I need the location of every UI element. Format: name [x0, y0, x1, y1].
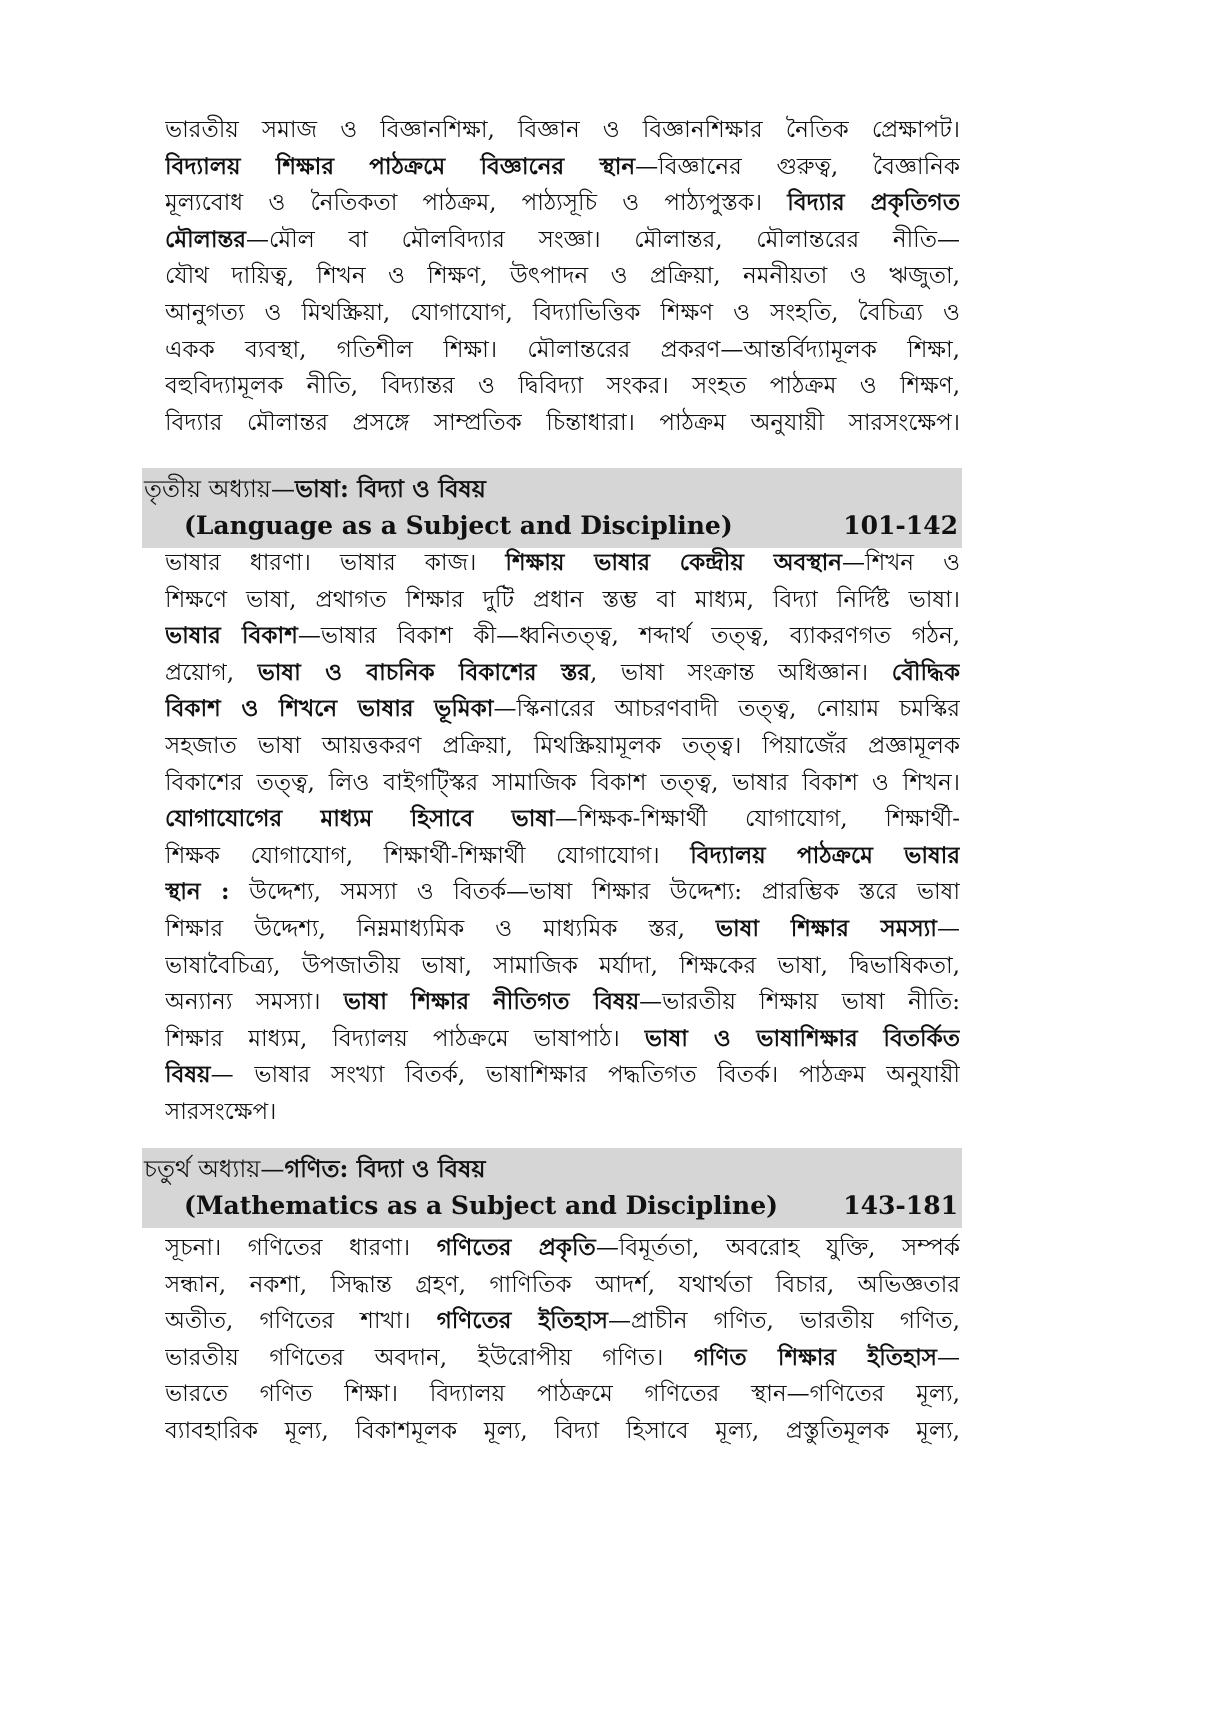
text-segment: মূল্যবোধ ও নৈতিকতা পাঠক্রম, পাঠ্যসূচি ও পাঠ্যপুস্তক। [165, 190, 788, 217]
text-line [165, 911, 960, 948]
text-line [165, 258, 960, 295]
text-line [165, 948, 960, 985]
text-segment: শিক্ষক যোগাযোগ, শিক্ষার্থী-শিক্ষার্থী যোগাযোগ। [165, 842, 691, 869]
section-1-body [165, 112, 960, 441]
text-line [165, 874, 960, 911]
bold-topic: ভাষা শিক্ষার সমস্যা [715, 914, 937, 942]
text-segment: —প্রাচীন গণিত, ভারতীয় গণিত, [607, 1308, 960, 1335]
text-segment: — [937, 1344, 960, 1371]
chapter-3-title: ভাষা: বিদ্যা ও বিষয় [294, 474, 486, 503]
text-line [165, 691, 960, 728]
bold-topic: গণিতের ইতিহাস [436, 1307, 608, 1335]
text-line [165, 582, 960, 619]
text-segment: অন্যান্য সমস্যা। [165, 989, 344, 1016]
bold-topic: বিদ্যালয় শিক্ষার পাঠক্রমে বিজ্ঞানের স্থান [165, 152, 636, 180]
text-line [165, 1413, 960, 1450]
bold-topic: মৌলান্তর [165, 225, 246, 253]
text-segment: সন্ধান, নকশা, সিদ্ধান্ত গ্রহণ, গাণিতিক আদর্শ, যথার্থতা বিচার, অভিজ্ঞতার [165, 1271, 960, 1298]
text-segment: বিদ্যার মৌলান্তর প্রসঙ্গে সাম্প্রতিক চিন্তাধারা। পাঠক্রম অনুযায়ী সারসংক্ষেপ। [165, 409, 960, 436]
bold-topic: যোগাযোগের মাধ্যম হিসাবে ভাষা [165, 805, 555, 833]
text-line [165, 545, 960, 582]
text-line [165, 618, 960, 655]
text-line [165, 838, 960, 875]
section-2-body [165, 545, 960, 1131]
text-line [165, 332, 960, 369]
text-line [165, 984, 960, 1021]
bold-topic: শিক্ষায় ভাষার কেন্দ্রীয় অবস্থান [505, 549, 842, 576]
text-line [165, 1021, 960, 1058]
chapter-3-header [142, 468, 962, 548]
text-line [165, 1057, 960, 1094]
bold-topic: বিদ্যালয় পাঠক্রমে ভাষার [690, 841, 960, 869]
text-line [165, 1376, 960, 1413]
text-line [165, 1340, 960, 1377]
text-segment: —স্কিনারের আচরণবাদী তত্ত্ব, নোয়াম চমস্কির [493, 696, 960, 723]
text-segment: আনুগত্য ও মিথস্ক্রিয়া, যোগাযোগ, বিদ্যাভিত্তিক শিক্ষণ ও সংহতি, বৈচিত্র্য ও [165, 299, 960, 326]
text-segment: —ভারতীয় শিক্ষায় ভাষা নীতি: [639, 989, 960, 1016]
text-segment: —ভাষার বিকাশ কী—ধ্বনিতত্ত্ব, শব্দার্থ তত্ত্ব, ব্যাকরণগত গঠন, [297, 623, 960, 650]
text-segment: —শিক্ষক-শিক্ষার্থী যোগাযোগ, শিক্ষার্থী- [554, 806, 960, 833]
text-line [165, 149, 960, 186]
section-3-body [165, 1230, 960, 1450]
bold-topic: গণিতের প্রকৃতি [436, 1234, 596, 1261]
text-segment: ভারতীয় সমাজ ও বিজ্ঞানশিক্ষা, বিজ্ঞান ও বিজ্ঞানশিক্ষার নৈতিক প্রেক্ষাপট। [165, 117, 960, 143]
chapter-4-english-title: (Mathematics as a Subject and Discipline) [184, 1191, 778, 1220]
text-line [165, 405, 960, 442]
chapter-4-title: গণিত: বিদ্যা ও বিষয় [284, 1154, 486, 1183]
text-line [165, 655, 960, 692]
chapter-3-bengali-title [144, 472, 486, 506]
text-segment: অতীত, গণিতের শাখা। [165, 1308, 437, 1335]
text-line [165, 1303, 960, 1340]
text-line [165, 112, 960, 149]
text-line [165, 368, 960, 405]
text-line [165, 1267, 960, 1304]
text-segment: ভারতীয় গণিতের অবদান, ইউরোপীয় গণিত। [165, 1344, 694, 1371]
text-line [165, 185, 960, 222]
bold-topic: ভাষা শিক্ষার নীতিগত বিষয় [343, 988, 640, 1016]
bold-topic: বিকাশ ও শিখনে ভাষার ভূমিকা [165, 695, 494, 723]
text-segment: ভাষাবৈচিত্র্য, উপজাতীয় ভাষা, সামাজিক মর্যাদা, শিক্ষকের ভাষা, দ্বিভাষিকতা, [165, 952, 960, 979]
text-segment: —বিমূর্ততা, অবরোহ যুক্তি, সম্পর্ক [595, 1235, 960, 1261]
text-segment: ব্যাবহারিক মূল্য, বিকাশমূলক মূল্য, বিদ্যা হিসাবে মূল্য, প্রস্তুতিমূলক মূল্য, [165, 1417, 960, 1444]
chapter-4-bengali-title [144, 1152, 486, 1186]
text-line [165, 295, 960, 332]
text-line [165, 1094, 960, 1131]
chapter-3-page-range: 101-142 [843, 511, 958, 540]
text-segment: শিক্ষণে ভাষা, প্রথাগত শিক্ষার দুটি প্রধান স্তম্ভ বা মাধ্যম, বিদ্যা নির্দিষ্ট ভাষা। [165, 586, 960, 613]
text-segment: সারসংক্ষেপ। [165, 1098, 277, 1125]
bold-topic: স্থান : [165, 878, 230, 906]
text-segment: প্রয়োগ, [165, 659, 258, 686]
text-segment: সহজাত ভাষা আয়ত্তকরণ প্রক্রিয়া, মিথস্ক্রিয়ামূলক তত্ত্ব। পিয়াজেঁর প্রজ্ঞামূলক [165, 732, 960, 759]
text-segment: —বিজ্ঞানের গুরুত্ব, বৈজ্ঞানিক [635, 153, 960, 180]
chapter-4-header [142, 1148, 962, 1228]
text-line [165, 765, 960, 802]
text-segment: —মৌল বা মৌলবিদ্যার সংজ্ঞা। মৌলান্তর, মৌলান্তরের নীতি— [246, 226, 960, 253]
text-segment: — [936, 915, 960, 942]
bold-topic: ভাষার বিকাশ [165, 622, 298, 650]
text-line [165, 1230, 960, 1267]
text-segment: শিক্ষার উদ্দেশ্য, নিম্নমাধ্যমিক ও মাধ্যমিক স্তর, [165, 915, 716, 942]
text-segment: যৌথ দায়িত্ব, শিখন ও শিক্ষণ, উৎপাদন ও প্রক্রিয়া, নমনীয়তা ও ঋজুতা, [165, 263, 960, 290]
text-segment: শিক্ষার মাধ্যম, বিদ্যালয় পাঠক্রমে ভাষাপাঠ। [165, 1025, 645, 1052]
text-segment: বহুবিদ্যামূলক নীতি, বিদ্যান্তর ও দ্বিবিদ্যা সংকর। সংহত পাঠক্রম ও শিক্ষণ, [165, 373, 960, 400]
bold-topic: ভাষা ও ভাষাশিক্ষার বিতর্কিত [644, 1024, 960, 1052]
bold-topic: বিষয় [165, 1061, 211, 1089]
text-segment: বিকাশের তত্ত্ব, লিও বাইগট্স্কির সামাজিক বিকাশ তত্ত্ব, ভাষার বিকাশ ও শিখন। [165, 769, 960, 796]
text-line [165, 728, 960, 765]
bold-topic: বিদ্যার প্রকৃতিগত [787, 189, 960, 217]
bold-topic: বৌদ্ধিক [891, 658, 960, 686]
text-segment: সূচনা। গণিতের ধারণা। [165, 1235, 437, 1261]
text-segment: , ভাষা সংক্রান্ত অধিজ্ঞান। [590, 659, 892, 686]
text-segment: —শিখন ও [842, 550, 960, 576]
text-segment: ভারতে গণিত শিক্ষা। বিদ্যালয় পাঠক্রমে গণিতের স্থান—গণিতের মূল্য, [165, 1381, 960, 1408]
chapter-4-page-range: 143-181 [843, 1191, 958, 1220]
chapter-3-number: তৃতীয় অধ্যায়— [144, 475, 295, 503]
text-segment: — ভাষার সংখ্যা বিতর্ক, ভাষাশিক্ষার পদ্ধতিগত বিতর্ক। পাঠক্রম অনুযায়ী [210, 1062, 960, 1089]
text-line [165, 801, 960, 838]
text-segment: ভাষার ধারণা। ভাষার কাজ। [165, 550, 506, 576]
text-segment: উদ্দেশ্য, সমস্যা ও বিতর্ক—ভাষা শিক্ষার উদ্দেশ্য: প্রারম্ভিক স্তরে ভাষা [229, 879, 960, 906]
chapter-3-english-title: (Language as a Subject and Discipline) [184, 511, 733, 540]
text-segment: একক ব্যবস্থা, গতিশীল শিক্ষা। মৌলান্তরের প্রকরণ—আন্তর্বিদ্যামূলক শিক্ষা, [165, 336, 960, 363]
bold-topic: গণিত শিক্ষার ইতিহাস [693, 1343, 937, 1371]
chapter-4-number: চতুর্থ অধ্যায়— [144, 1155, 285, 1183]
text-line [165, 222, 960, 259]
bold-topic: ভাষা ও বাচনিক বিকাশের স্তর [257, 658, 591, 686]
